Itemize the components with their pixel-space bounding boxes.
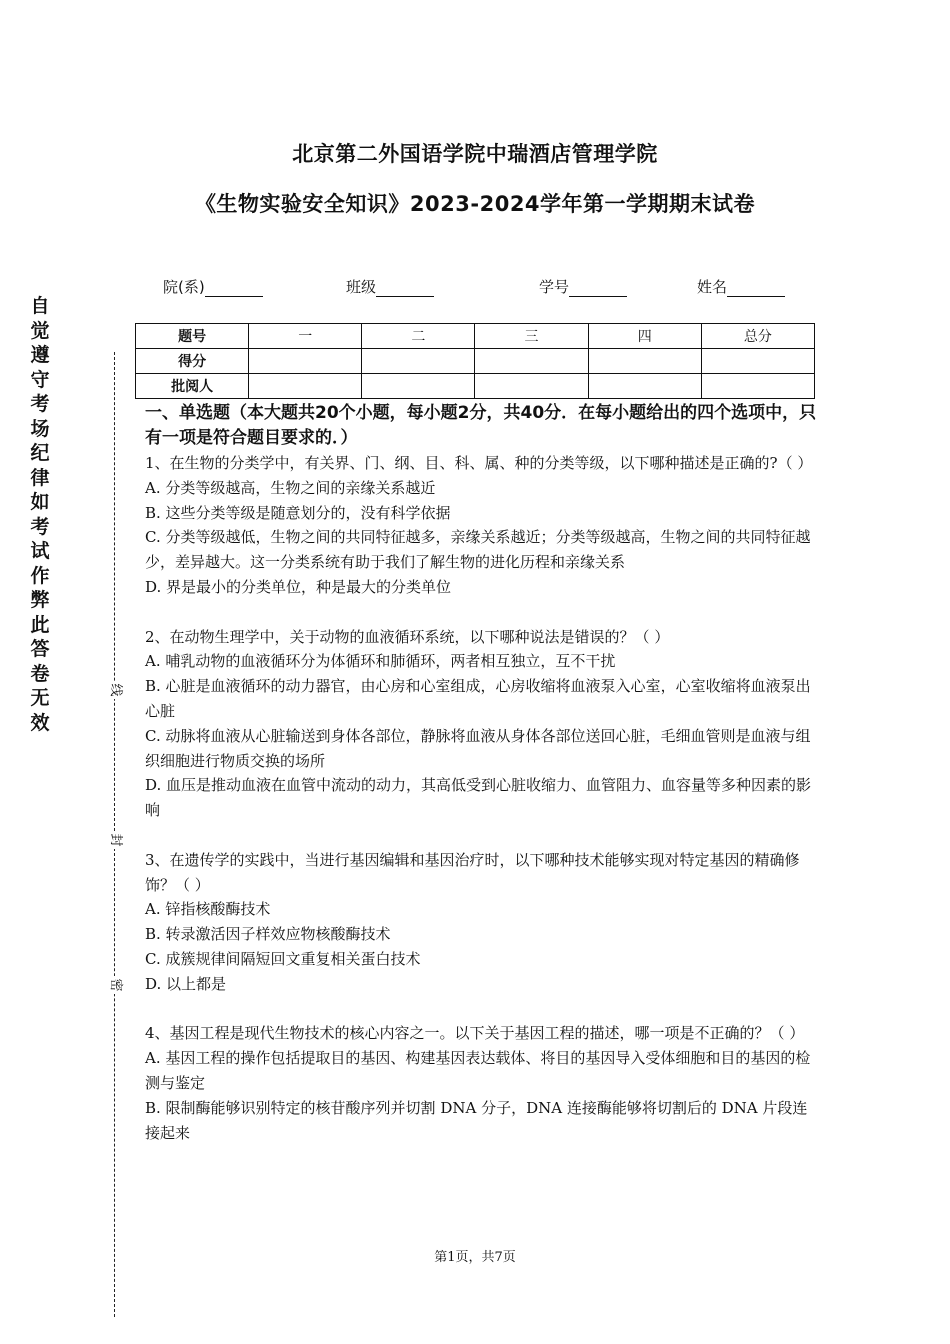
option-c: C. 成簇规律间隔短回文重复相关蛋白技术 (145, 949, 421, 968)
exam-course-title: 《生物实验安全知识》2023-2024学年第一学期期末试卷 (194, 192, 756, 216)
info-student-id-blank[interactable] (569, 280, 627, 297)
option-c: C. 分类等级越低，生物之间的共同特征越多，亲缘关系越近；分类等级越高，生物之间的共同特征越少，差异越大。这一分类系统有助于我们了解生物的进化历程和亲缘关系 (145, 528, 811, 572)
question-2 (145, 625, 817, 823)
option-a: A. 基因工程的操作包括提取目的基因、构建基因表达载体、将目的基因导入受体细胞和目的基因的检测与鉴定 (145, 1049, 811, 1092)
info-name-blank[interactable] (727, 280, 785, 297)
question-stem: 2、在动物生理学中，关于动物的血液循环系统，以下哪种说法是错误的？（ ） (145, 627, 670, 646)
score-table-column-header: 一 (249, 324, 362, 349)
exam-content (145, 401, 817, 1145)
option-b: B. 限制酶能够识别特定的核苷酸序列并切割 DNA 分子，DNA 连接酶能够将切割后的 DNA 片段连接起来 (145, 1098, 808, 1142)
page-footer: 第1页，共7页 (434, 1250, 516, 1265)
score-table-row-header: 得分 (136, 349, 249, 374)
score-table-column-header: 二 (362, 324, 475, 349)
info-class (346, 276, 434, 297)
question-4 (145, 1021, 817, 1145)
score-table-column-header: 总分 (701, 324, 814, 349)
option-b: B. 这些分类等级是随意划分的，没有科学依据 (145, 503, 451, 522)
grader-cell[interactable] (588, 374, 701, 399)
option-b: B. 转录激活因子样效应物核酸酶技术 (145, 925, 391, 944)
question-stem: 4、基因工程是现代生物技术的核心内容之一。以下关于基因工程的描述，哪一项是不正确的？（ ） (145, 1024, 805, 1043)
score-table-column-header: 四 (588, 324, 701, 349)
score-table-row-header: 批阅人 (136, 374, 249, 399)
score-table-row-number (136, 324, 815, 349)
option-d: D. 界是最小的分类单位，种是最大的分类单位 (145, 577, 452, 596)
score-cell[interactable] (475, 349, 588, 374)
grader-cell[interactable] (249, 374, 362, 399)
score-cell[interactable] (362, 349, 475, 374)
option-a: A. 分类等级越高，生物之间的亲缘关系越近 (145, 478, 436, 497)
question-3 (145, 848, 817, 997)
binding-mark-close: 密 (105, 976, 125, 994)
score-table-row-header: 题号 (136, 324, 249, 349)
grader-cell[interactable] (362, 374, 475, 399)
score-cell[interactable] (249, 349, 362, 374)
option-b: B. 心脏是血液循环的动力器官，由心房和心室组成，心房收缩将血液泵入心室，心室收缩将血液泵出心脏 (145, 677, 811, 720)
grader-cell[interactable] (475, 374, 588, 399)
info-student-id-label: 学号 (539, 278, 570, 296)
info-name-label: 姓名 (697, 278, 728, 296)
option-d: D. 血压是推动血液在血管中流动的动力，其高低受到心脏收缩力、血管阻力、血容量等多种因素的影响 (145, 776, 812, 820)
info-class-label: 班级 (346, 278, 377, 296)
score-cell[interactable] (588, 349, 701, 374)
question-1 (145, 451, 817, 600)
score-table (135, 323, 815, 399)
question-stem: 1、在生物的分类学中，有关界、门、纲、目、科、属、种的分类等级，以下哪种描述是正确的?（ ） (145, 454, 813, 472)
score-table-column-header: 三 (475, 324, 588, 349)
section-heading: 一、单选题（本大题共20个小题，每小题2分，共40分．在每小题给出的四个选项中，只有一项是符合题目要求的．） (145, 403, 817, 448)
score-table-row-score (136, 349, 815, 374)
info-name (697, 276, 785, 297)
grader-cell[interactable] (701, 374, 814, 399)
info-class-blank[interactable] (376, 280, 434, 297)
info-dept-label: 院(系) (163, 278, 205, 296)
option-a: A. 锌指核酸酶技术 (145, 900, 271, 919)
binding-mark-line: 线 (105, 681, 125, 699)
option-c: C. 动脉将血液从心脏输送到身体各部位，静脉将血液从身体各部位送回心脏，毛细血管则是血液与组织细胞进行物质交换的场所 (145, 726, 811, 770)
binding-mark-seal: 封 (105, 831, 125, 849)
exam-school-title: 北京第二外国语学院中瑞酒店管理学院 (292, 142, 658, 166)
info-dept (163, 276, 263, 297)
score-cell[interactable] (701, 349, 814, 374)
info-dept-blank[interactable] (205, 280, 263, 297)
score-table-row-grader (136, 374, 815, 399)
side-exam-warning: 自觉遵守考场纪律如考试作弊此答卷无效 (30, 295, 50, 734)
info-student-id (539, 276, 627, 297)
option-d: D. 以上都是 (145, 974, 227, 993)
question-stem: 3、在遗传学的实践中，当进行基因编辑和基因治疗时，以下哪种技术能够实现对特定基因的精确修饰？（ ） (145, 850, 800, 894)
option-a: A. 哺乳动物的血液循环分为体循环和肺循环，两者相互独立，互不干扰 (145, 652, 616, 671)
